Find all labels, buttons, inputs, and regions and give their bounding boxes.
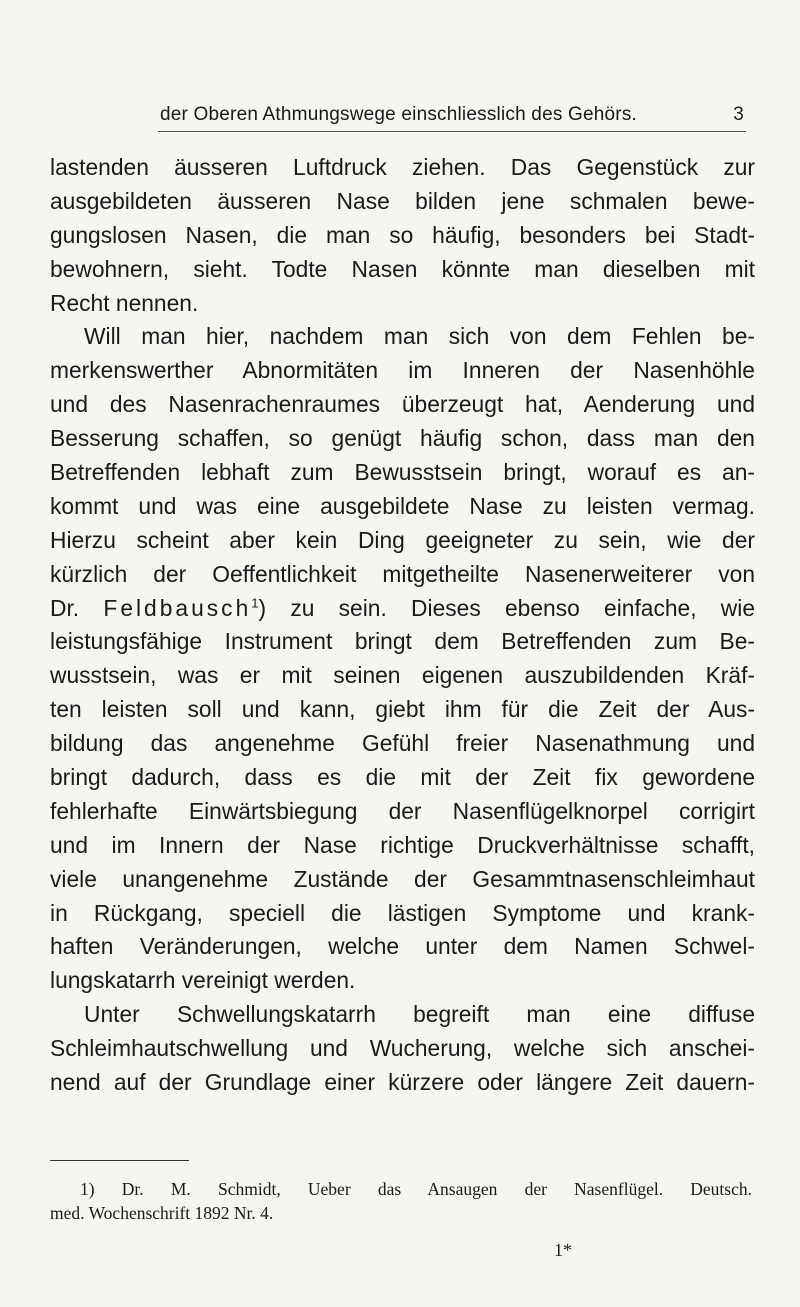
text-fragment: Dr. — [50, 594, 104, 621]
printer-signature: 1* — [554, 1240, 572, 1260]
footnote — [50, 1177, 752, 1225]
text-line: in Rückgang, speciell die lästigen Symptome und krank- — [50, 899, 755, 926]
page-number: 3 — [733, 104, 744, 125]
text-line: wusstsein, was er mit seinen eigenen auszubildenden Kräf- — [50, 662, 755, 689]
footnote-line: med. Wochenschrift 1892 Nr. 4. — [50, 1203, 274, 1223]
footnote-reference[interactable]: 1 — [251, 594, 259, 610]
author-name-spaced: Feldbausch — [103, 594, 252, 621]
text-line: ten leisten soll und kann, giebt ihm für die Zeit der Aus- — [50, 696, 755, 723]
footnote-line: 1) Dr. M. Schmidt, Ueber das Ansaugen der Nasenflügel. Deutsch. — [80, 1179, 752, 1199]
text-line: Schleimhautschwellung und Wucherung, welche sich anschei- — [50, 1035, 755, 1062]
text-line: gungslosen Nasen, die man so häufig, besonders bei Stadt- — [50, 221, 755, 248]
text-line: Besserung schaffen, so genügt häufig schon, dass man den — [50, 425, 755, 452]
header-rule — [158, 131, 746, 132]
text-line: bewohnern, sieht. Todte Nasen könnte man dieselben mit — [50, 255, 755, 282]
text-line: lastenden äusseren Luftdruck ziehen. Das Gegenstück zur — [50, 154, 755, 180]
text-line: bildung das angenehme Gefühl freier Nasenathmung und — [50, 730, 755, 757]
text-line: nend auf der Grundlage einer kürzere oder längere Zeit dauern- — [50, 1069, 755, 1096]
text-line-feldbausch — [50, 592, 755, 626]
text-line: fehlerhafte Einwärtsbiegung der Nasenflügelknorpel corrigirt — [50, 797, 755, 824]
text-line: Unter Schwellungskatarrh begreift man eine diffuse — [84, 1001, 755, 1028]
text-line: Hierzu scheint aber kein Ding geeigneter zu sein, wie der — [50, 526, 755, 553]
body-text — [50, 151, 755, 1100]
text-line: kommt und was eine ausgebildete Nase zu leisten vermag. — [50, 492, 755, 519]
text-line: haften Veränderungen, welche unter dem Namen Schwel- — [50, 933, 755, 960]
text-line: leistungsfähige Instrument bringt dem Betreffenden zum Be- — [50, 628, 755, 655]
footnote-rule — [50, 1160, 189, 1161]
text-line: und im Innern der Nase richtige Druckverhältnisse schafft, — [50, 831, 755, 858]
text-line: bringt dadurch, dass es die mit der Zeit fix gewordene — [50, 764, 755, 791]
text-line: Betreffenden lebhaft zum Bewusstsein bringt, worauf es an- — [50, 459, 755, 486]
text-line: ausgebildeten äusseren Nase bilden jene schmalen bewe- — [50, 187, 755, 214]
text-line: Recht nennen. — [50, 289, 199, 316]
text-line: kürzlich der Oeffentlichkeit mitgetheilte Nasenerweiterer von — [50, 560, 755, 587]
text-line: lungskatarrh vereinigt werden. — [50, 967, 356, 994]
running-title: der Oberen Athmungswege einschliesslich des Gehörs. — [160, 104, 638, 125]
text-line: merkenswerther Abnormitäten im Inneren der Nasenhöhle — [50, 357, 755, 384]
text-line: Will man hier, nachdem man sich von dem Fehlen be- — [84, 323, 755, 350]
text-fragment: ) zu sein. Dieses ebenso einfache, wie — [258, 594, 756, 621]
text-line: und des Nasenrachenraumes überzeugt hat, Aenderung und — [50, 391, 755, 418]
text-line: viele unangenehme Zustände der Gesammtnasenschleimhaut — [50, 865, 755, 892]
